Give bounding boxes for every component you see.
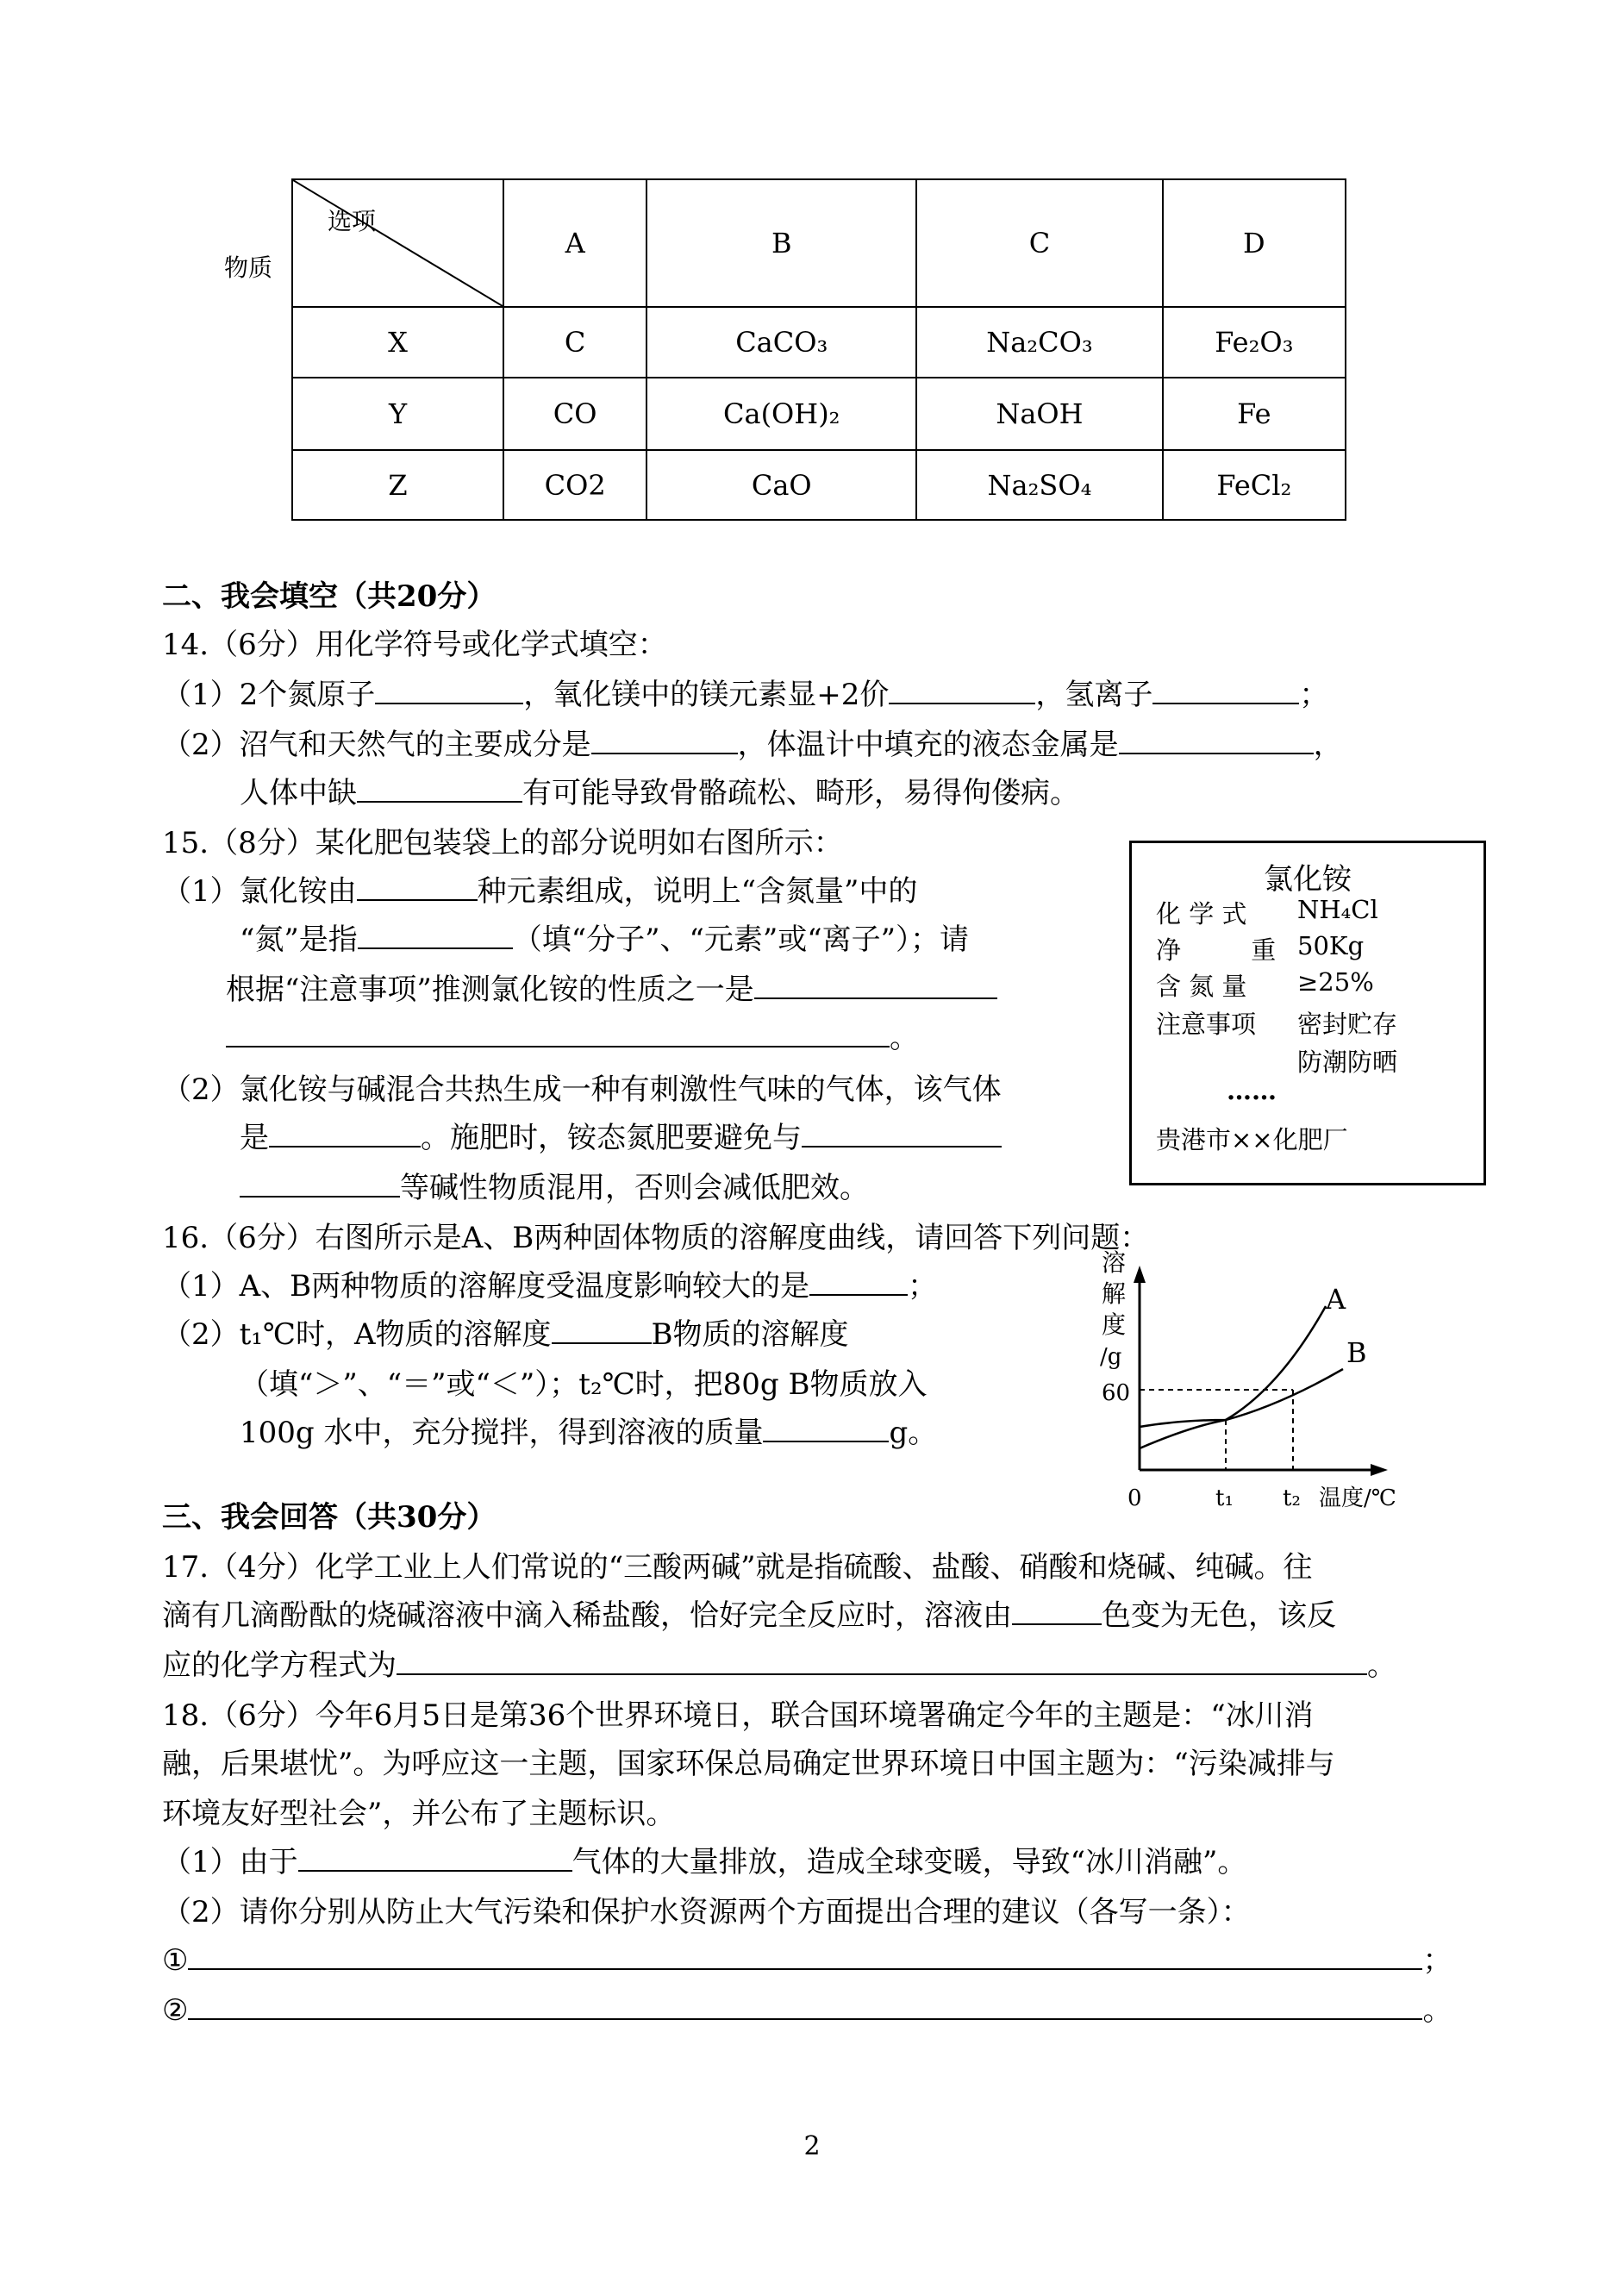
- answer-blank[interactable]: [358, 922, 513, 949]
- question-line: [240, 921, 969, 959]
- table-cell: CaO: [646, 450, 916, 520]
- label-key: 注意事项: [1156, 1010, 1257, 1039]
- answer-blank[interactable]: [809, 1268, 908, 1296]
- label-title: 氯化铵: [1264, 862, 1352, 897]
- question-line: （2）氯化铵与碱混合共热生成一种有刺激性气味的气体，该气体: [162, 1072, 1002, 1107]
- line-text: 。: [1367, 1648, 1396, 1683]
- question-line: [162, 1843, 1246, 1881]
- table-row: [292, 378, 1346, 450]
- question-line: [162, 676, 1328, 714]
- line-text: ，氧化镁中的镁元素显+2价: [523, 678, 890, 712]
- label-value: 密封贮存: [1297, 1010, 1398, 1039]
- answer-blank[interactable]: [591, 727, 738, 754]
- question-line: [162, 1647, 1396, 1685]
- question-line: [240, 774, 1079, 812]
- answer-blank[interactable]: [889, 677, 1035, 704]
- table-row: [292, 307, 1346, 378]
- row-label: Z: [292, 450, 503, 520]
- table-row: [292, 450, 1346, 520]
- y-axis-label-3: 度: [1102, 1310, 1127, 1339]
- answer-blank[interactable]: [1012, 1598, 1102, 1625]
- table-cell: Ca(OH)₂: [646, 378, 916, 450]
- line-text: ②: [162, 1993, 189, 2028]
- x-tick-label: t₂: [1283, 1485, 1301, 1511]
- line-text: ，氢离子: [1035, 678, 1153, 712]
- line-text: 是: [240, 1121, 269, 1155]
- y-axis-arrow: [1134, 1266, 1146, 1283]
- line-text: 。: [1422, 1993, 1452, 2028]
- y-axis-label-4: /g: [1100, 1344, 1122, 1370]
- line-text: ；: [1299, 678, 1329, 712]
- column-header: B: [646, 179, 916, 307]
- x-axis-label: 温度/℃: [1319, 1485, 1396, 1511]
- diagonal-line: [293, 180, 503, 306]
- solubility-chart: [1095, 1241, 1440, 1526]
- table-cell: Fe₂O₃: [1163, 307, 1346, 378]
- question-line: [226, 1019, 919, 1057]
- table-corner-cell: [224, 179, 503, 307]
- question-line: [162, 1316, 849, 1354]
- question-line: [240, 1169, 869, 1207]
- curve-B: [1140, 1369, 1343, 1427]
- answer-blank[interactable]: [552, 1316, 652, 1344]
- answer-blank[interactable]: [298, 1844, 572, 1872]
- label-extra: 防潮防晒: [1297, 1047, 1398, 1077]
- row-label: Y: [292, 378, 503, 450]
- answer-blank[interactable]: [763, 1415, 889, 1442]
- line-text: 色变为无色，该反: [1102, 1598, 1336, 1633]
- line-text: ；: [908, 1269, 938, 1304]
- answer-blank[interactable]: [375, 677, 523, 704]
- line-text: 气体的大量排放，造成全球变暖，导致“冰川消融”。: [572, 1845, 1247, 1879]
- section-heading: 二、我会填空（共20分）: [162, 579, 497, 614]
- answer-blank[interactable]: [754, 972, 997, 999]
- label-dots: ……: [1227, 1076, 1277, 1105]
- page-number: 2: [803, 2131, 821, 2161]
- line-text: 。: [890, 1021, 919, 1055]
- section-heading: 三、我会回答（共30分）: [162, 1500, 497, 1535]
- question-line: [226, 971, 997, 1009]
- question-line: [240, 1414, 937, 1452]
- answer-blank[interactable]: [357, 873, 478, 901]
- line-text: （2）沼气和天然气的主要成分是: [162, 728, 591, 762]
- line-text: 根据“注意事项”推测氯化铵的性质之一是: [226, 972, 754, 1007]
- question-stem: 14.（6分）用化学符号或化学式填空：: [162, 628, 667, 662]
- column-header: C: [916, 179, 1162, 307]
- question-line: （填“＞”、“＝”或“＜”）；t₂℃时，把80g B物质放入: [240, 1367, 928, 1402]
- line-text: g。: [889, 1416, 938, 1450]
- column-header: A: [503, 179, 646, 307]
- answer-blank[interactable]: [357, 775, 522, 803]
- question-line: 17.（4分）化学工业上人们常说的“三酸两碱”就是指硫酸、盐酸、硝酸和烧碱、纯碱。往: [162, 1550, 1313, 1585]
- label-key: 含 氮 量: [1156, 972, 1247, 1001]
- question-line: [162, 726, 1343, 764]
- table-cell: Na₂SO₄: [916, 450, 1162, 520]
- y-axis-label-2: 解: [1102, 1279, 1127, 1308]
- question-stem: 16.（6分）右图所示是A、B两种固体物质的溶解度曲线，请回答下列问题：: [162, 1221, 1150, 1255]
- line-text: 100g 水中，充分搅拌，得到溶液的质量: [240, 1416, 764, 1450]
- line-text: 滴有几滴酚酞的烧碱溶液中滴入稀盐酸，恰好完全反应时，溶液由: [162, 1598, 1012, 1633]
- y-axis-label-1: 溶: [1102, 1248, 1127, 1277]
- table-cell: FeCl₂: [1163, 450, 1346, 520]
- line-text: （1）2个氮原子: [162, 678, 376, 712]
- line-text: 等碱性物质混用，否则会减低肥效。: [400, 1171, 869, 1205]
- answer-blank[interactable]: [1119, 727, 1314, 754]
- table-cell: CO: [503, 378, 646, 450]
- line-text: ；: [1422, 1943, 1452, 1978]
- question-line: [162, 1942, 1452, 1979]
- question-line: （2）请你分别从防止大气污染和保护水资源两个方面提出合理的建议（各写一条）：: [162, 1895, 1251, 1929]
- corner-top-label: 选项: [328, 207, 377, 235]
- table-cell: C: [503, 307, 646, 378]
- question-line: [240, 1119, 1002, 1157]
- x-axis-arrow: [1371, 1464, 1388, 1476]
- question-line: 18.（6分）今年6月5日是第36个世界环境日，联合国环境署确定今年的主题是：“冰川消: [162, 1698, 1314, 1733]
- line-text: 。施肥时，铵态氮肥要避免与: [421, 1121, 802, 1155]
- answer-blank[interactable]: [188, 1992, 1422, 2020]
- answer-blank[interactable]: [802, 1120, 1002, 1148]
- label-maker: 贵港市××化肥厂: [1156, 1125, 1348, 1154]
- table-cell: CaCO₃: [646, 307, 916, 378]
- table-cell: CO2: [503, 450, 646, 520]
- question-line: [162, 1267, 937, 1305]
- label-value: NH₄Cl: [1297, 895, 1378, 924]
- label-key: 净 重: [1156, 935, 1308, 965]
- answer-blank[interactable]: [226, 1020, 890, 1047]
- row-label: X: [292, 307, 503, 378]
- question-line: 融，后果堪忧”。为呼应这一主题，国家环保总局确定世界环境日中国主题为：“污染减排与: [162, 1747, 1335, 1781]
- options-table: [224, 178, 1346, 521]
- line-text: 种元素组成，说明上“含氮量”中的: [477, 874, 918, 909]
- question-line: [162, 1992, 1452, 2029]
- origin-label: 0: [1127, 1485, 1142, 1511]
- line-text: （填“分子”、“元素”或“离子”）；请: [512, 922, 970, 957]
- line-text: （2）t₁℃时，A物质的溶解度: [162, 1317, 552, 1352]
- series-label-B: B: [1346, 1336, 1367, 1369]
- answer-blank[interactable]: [397, 1648, 1367, 1675]
- line-text: ①: [162, 1943, 189, 1978]
- answer-blank[interactable]: [240, 1170, 400, 1198]
- label-value: ≥25%: [1297, 967, 1374, 997]
- fertilizer-label-box: [1129, 841, 1486, 1185]
- line-text: 应的化学方程式为: [162, 1648, 397, 1683]
- line-text: （1）由于: [162, 1845, 298, 1879]
- answer-blank[interactable]: [188, 1942, 1422, 1970]
- question-line: 环境友好型社会”，并公布了主题标识。: [162, 1797, 676, 1831]
- table-cell: NaOH: [916, 378, 1162, 450]
- question-line: [162, 1597, 1336, 1635]
- answer-blank[interactable]: [269, 1120, 421, 1148]
- curve-A: [1140, 1306, 1326, 1448]
- column-header: D: [1163, 179, 1346, 307]
- line-text: 有可能导致骨骼疏松、畸形，易得佝偻病。: [522, 776, 1079, 810]
- line-text: ，: [1313, 728, 1343, 762]
- x-tick-label: t₁: [1215, 1485, 1234, 1511]
- table-cell: Na₂CO₃: [916, 307, 1162, 378]
- label-value: 50Kg: [1297, 931, 1365, 960]
- line-text: B物质的溶解度: [651, 1317, 849, 1352]
- question-line: [162, 872, 917, 910]
- line-text: ，体温计中填充的液态金属是: [737, 728, 1119, 762]
- series-label-A: A: [1326, 1283, 1346, 1316]
- line-text: “氮”是指: [240, 922, 358, 957]
- label-key: 化 学 式: [1156, 899, 1247, 929]
- answer-blank[interactable]: [1152, 677, 1299, 704]
- line-text: 人体中缺: [240, 776, 357, 810]
- question-stem: 15.（8分）某化肥包装袋上的部分说明如右图所示：: [162, 826, 843, 860]
- line-text: （1）A、B两种物质的溶解度受温度影响较大的是: [162, 1269, 810, 1304]
- line-text: （1）氯化铵由: [162, 874, 357, 909]
- table-cell: Fe: [1163, 378, 1346, 450]
- y-tick-label: 60: [1102, 1380, 1131, 1406]
- corner-left-label: 物质: [224, 253, 273, 282]
